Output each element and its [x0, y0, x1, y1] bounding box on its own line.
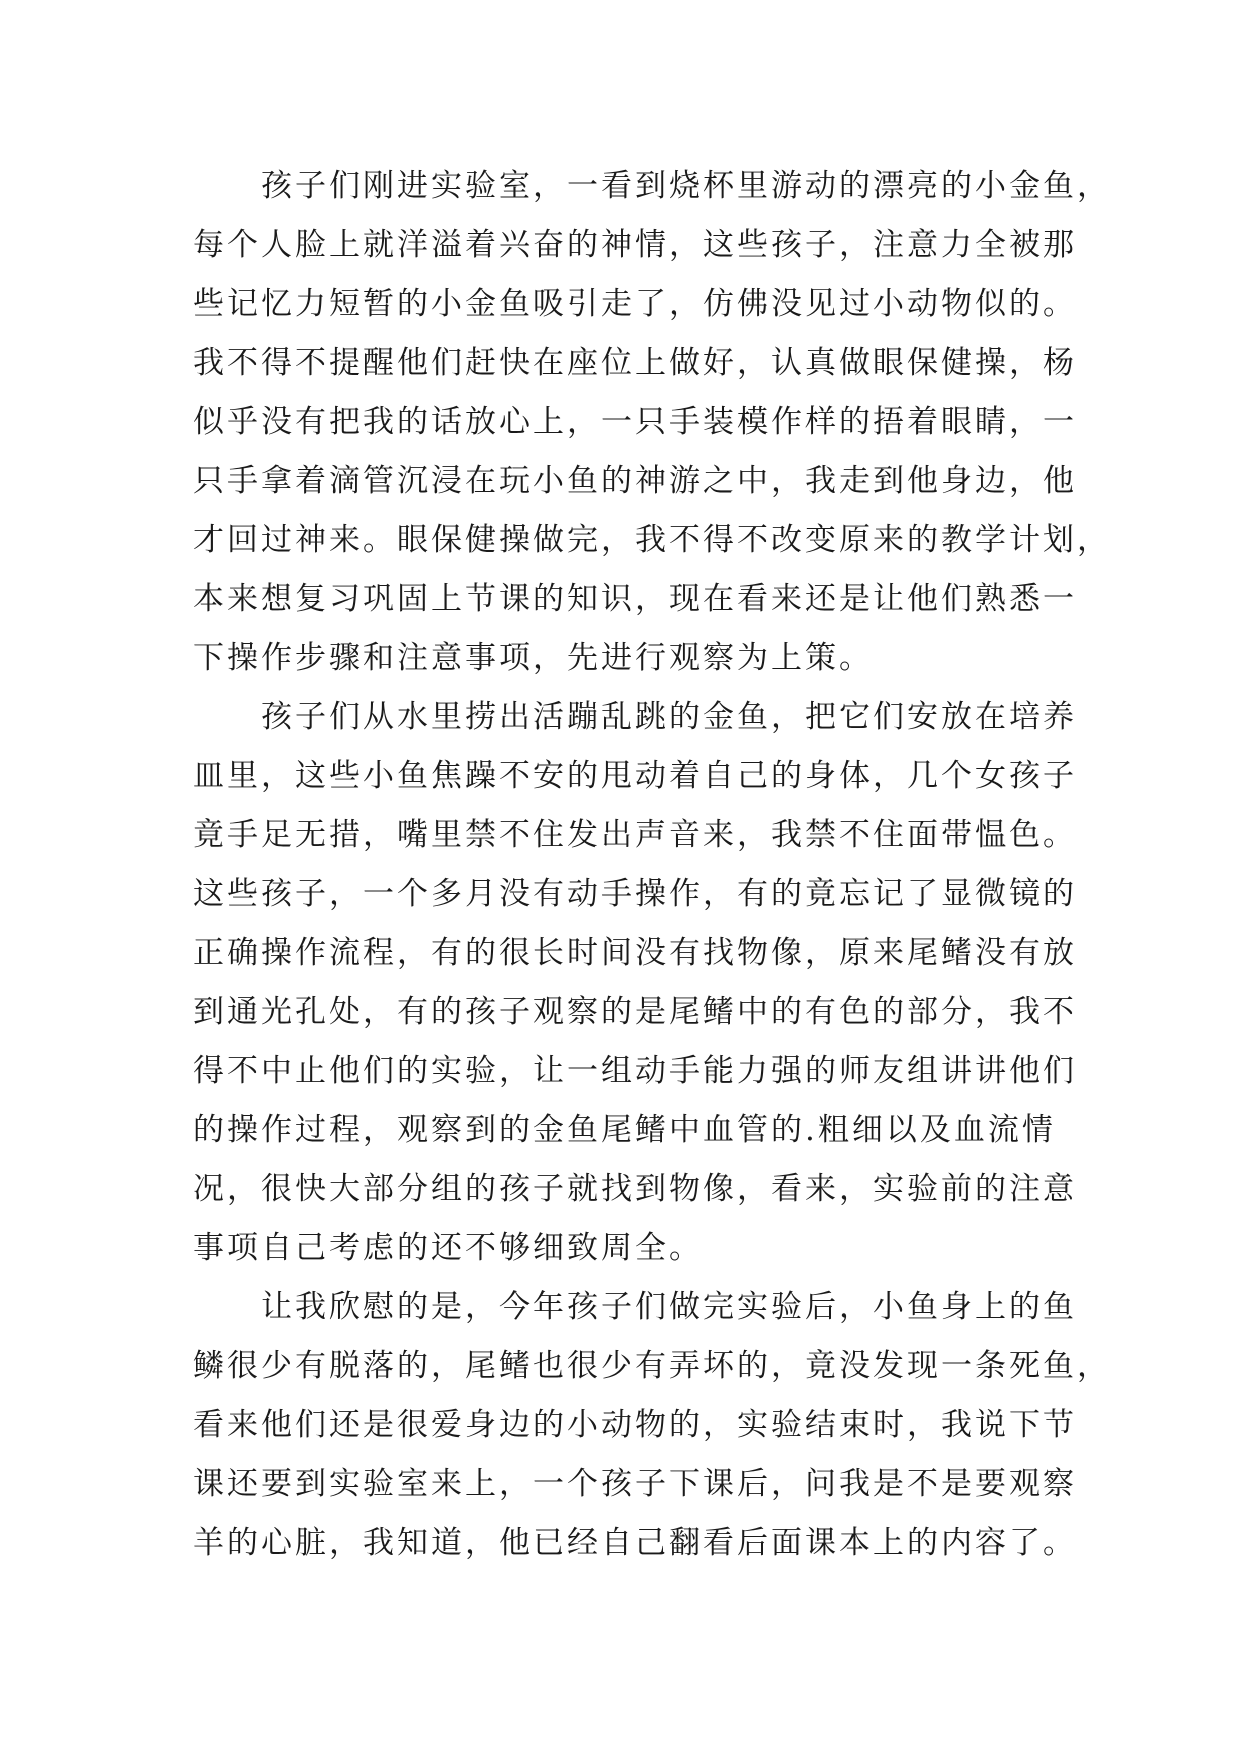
text-line: 才回过神来。眼保健操做完，我不得不改变原来的教学计划，: [193, 522, 1111, 558]
text-line: 我不得不提醒他们赶快在座位上做好，认真做眼保健操，杨: [193, 345, 1077, 381]
text-line: 本来想复习巩固上节课的知识，现在看来还是让他们熟悉一: [193, 581, 1077, 617]
text-line: 到通光孔处，有的孩子观察的是尾鳍中的有色的部分，我不: [193, 994, 1077, 1030]
text-line: 的操作过程，观察到的金鱼尾鳍中血管的.粗细以及血流情: [193, 1112, 1056, 1148]
text-line: 皿里，这些小鱼焦躁不安的甩动着自己的身体，几个女孩子: [193, 758, 1077, 794]
text-line: 让我欣慰的是，今年孩子们做完实验后，小鱼身上的鱼: [261, 1289, 1077, 1325]
text-line: 况，很快大部分组的孩子就找到物像，看来，实验前的注意: [193, 1171, 1077, 1207]
text-line: 羊的心脏，我知道，他已经自己翻看后面课本上的内容了。: [193, 1525, 1077, 1561]
text-line: 鳞很少有脱落的，尾鳍也很少有弄坏的，竟没发现一条死鱼，: [193, 1348, 1111, 1384]
text-line: 孩子们刚进实验室，一看到烧杯里游动的漂亮的小金鱼，: [261, 168, 1111, 204]
text-line: 些记忆力短暂的小金鱼吸引走了，仿佛没见过小动物似的。: [193, 286, 1077, 322]
text-line: 得不中止他们的实验，让一组动手能力强的师友组讲讲他们: [193, 1053, 1077, 1089]
text-line: 只手拿着滴管沉浸在玩小鱼的神游之中，我走到他身边，他: [193, 463, 1077, 499]
body-text: [193, 157, 1111, 1573]
text-line: 这些孩子，一个多月没有动手操作，有的竟忘记了显微镜的: [193, 876, 1077, 912]
text-line: 课还要到实验室来上，一个孩子下课后，问我是不是要观察: [193, 1466, 1077, 1502]
text-line: 看来他们还是很爱身边的小动物的，实验结束时，我说下节: [193, 1407, 1077, 1443]
text-line: 正确操作流程，有的很长时间没有找物像，原来尾鳍没有放: [193, 935, 1077, 971]
text-line: 孩子们从水里捞出活蹦乱跳的金鱼，把它们安放在培养: [261, 699, 1077, 735]
text-line: 事项自己考虑的还不够细致周全。: [193, 1230, 703, 1266]
text-line: 下操作步骤和注意事项，先进行观察为上策。: [193, 640, 873, 676]
text-line: 似乎没有把我的话放心上，一只手装模作样的捂着眼睛，一: [193, 404, 1077, 440]
text-line: 竟手足无措，嘴里禁不住发出声音来，我禁不住面带愠色。: [193, 817, 1077, 853]
text-line: 每个人脸上就洋溢着兴奋的神情，这些孩子，注意力全被那: [193, 227, 1077, 263]
